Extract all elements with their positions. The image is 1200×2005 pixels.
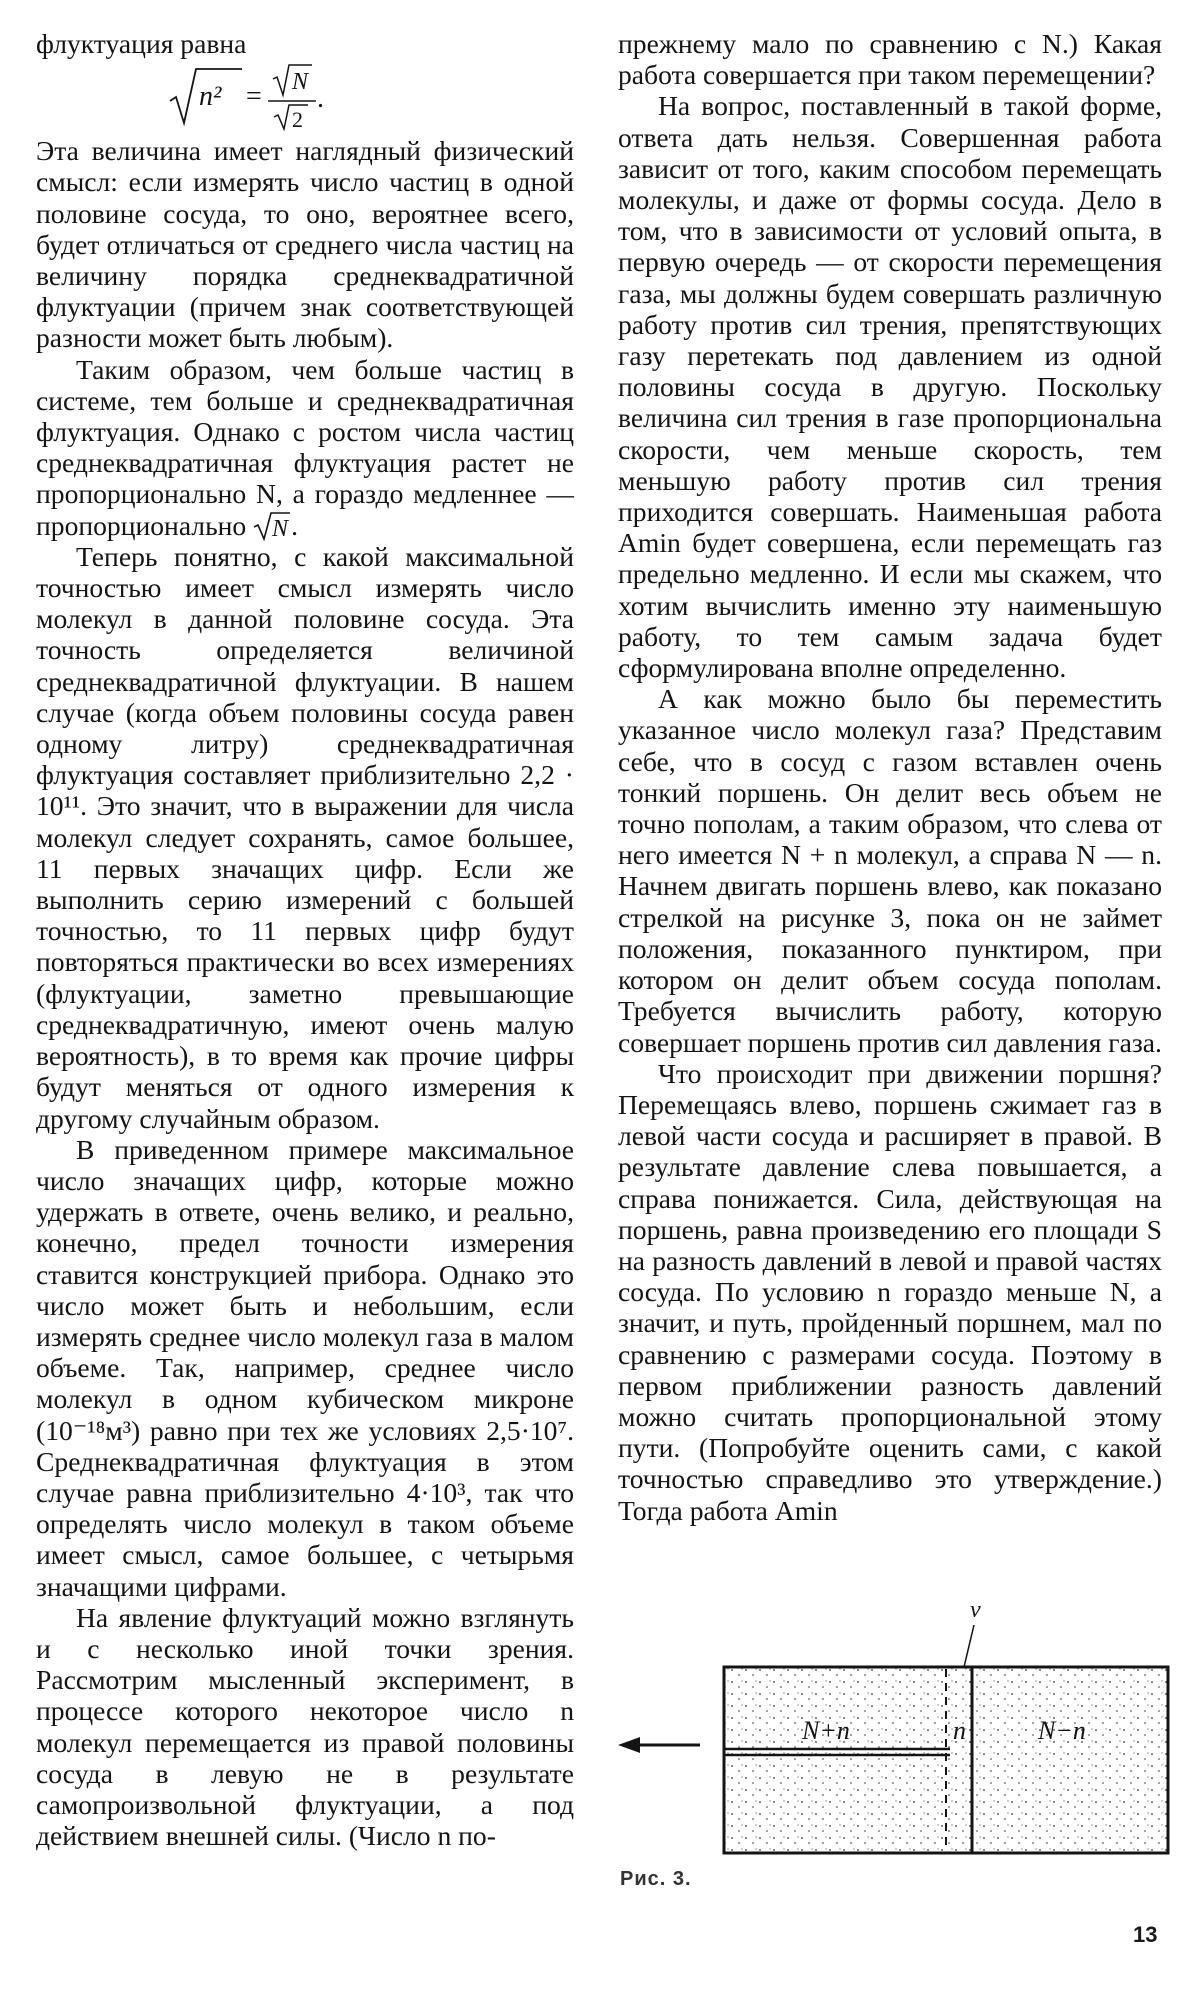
label-left-count: N+n (802, 1716, 850, 1745)
label-right-count: N−n (1038, 1716, 1086, 1745)
left-column (36, 28, 574, 1851)
sqrt-argument: N (272, 515, 289, 541)
arrow-head (618, 1737, 640, 1753)
velocity-pointer (964, 1625, 974, 1667)
sqrt-symbol (253, 511, 291, 541)
label-velocity: v (970, 1597, 981, 1623)
rms-fluctuation-formula (36, 61, 574, 131)
svg-text:.: . (317, 83, 324, 115)
figure-piston-diagram (618, 1595, 1178, 1895)
formula-denominator: 2 (292, 107, 303, 132)
paragraph (36, 354, 574, 541)
formula-lhs: n² (199, 81, 222, 113)
paragraph: Теперь понятно, с какой максимальной точностью имеет смысл измерять число молекул в данной половине сосуда. Эта точность определяется величиной среднеквадратичной флуктуации. В нашем случае (когда объем половины сосуда равен одному литру) среднеквадратичная флуктуация составляет приблизительно 2,2 · 10¹¹. Это значит, что в выражении для числа молекул следует сохранять, самое большее, 11 первых значащих цифр. Если же выполнить серию измерений с большей точностью, то 11 первых цифр будут повторяться практически во всех измерениях (флуктуации, заметно превышающие среднеквадратичную, имеют очень малую вероятность), в то время как прочие цифры будут меняться от одного измерения к другому случайным образом. (36, 540, 574, 1134)
paragraph-text: . (291, 509, 299, 541)
formula-numerator: N (292, 69, 309, 96)
label-middle-count: n (953, 1716, 966, 1745)
svg-text:=: = (246, 81, 262, 113)
paragraph: Что происходит при движении поршня? Перемещаясь влево, поршень сжимает газ в левой части сосуда и расширяет в правой. В результате давление слева повышается, а справа понижается. Сила, действующая на поршень, равна произведению его площади S на разность давлений в левой и правой частях сосуда. По условию n гораздо меньше N, а значит, и путь, пройденный поршнем, мал по сравнению с размерами сосуда. Поэтому в первом приближении разность давлений можно считать пропорциональной этому пути. (Попробуйте оценить сами, с какой точностью справедливо это утверждение.) Тогда работа Amin (618, 1057, 1162, 1526)
paragraph: На явление флуктуаций можно взглянуть и с несколько иной точки зрения. Рассмотрим мысленный эксперимент, в процессе которого некоторое число n молекул перемещается из правой половины сосуда в левую не в результате самопроизвольной флуктуации, а под действием внешней силы. (Число n по- (36, 1601, 574, 1852)
paragraph: прежнему мало по сравнению с N.) Какая работа совершается при таком перемещении? (618, 28, 1162, 91)
paragraph: На вопрос, поставленный в такой форме, ответа дать нельзя. Совершенная работа зависит от того, каким способом перемещать молекулы, и даже от формы сосуда. Дело в том, что в зависимости от условий опыта, в первую очередь — от скорости перемещения газа, мы должны будем совершать различную работу против сил трения, препятствующих газу перетекать под давлением из одной половины сосуда в другую. Поскольку величина сил трения в газе пропорциональна скорости, чем меньше скорость, тем меньшую работу против сил трения приходится совершать. Наименьшая работа Amin будет совершена, если перемещать газ предельно медленно. И если мы скажем, что хотим вычислить именно эту наименьшую работу, то тем самым задача будет сформулирована вполне определенно. (618, 90, 1162, 684)
right-column (618, 28, 1162, 1526)
paragraph-text: Таким образом, чем больше частиц в системе, тем больше и среднеквадратичная флуктуация. Однако с ростом числа частиц среднеквадратичная флуктуация растет не пропорционально N, а гораздо медленнее — пропорционально (36, 353, 574, 541)
paragraph: В приведенном примере максимальное число значащих цифр, которые можно удержать в ответе, очень велико, и реально, конечно, предел точности измерения ставится конструкцией прибора. Однако это число может быть и небольшим, если измерять среднее число молекул газа в малом объеме. Так, например, среднее число молекул в одном кубическом микроне (10⁻¹⁸м³) равно при тех же условиях 2,5·10⁷. Среднеквадратичная флуктуация в этом случае равна приблизительно 4·10³, так что определять число молекул в таком объеме имеет смысл, самое большее, с четырьмя значащими цифрами. (36, 1133, 574, 1602)
paragraph: флуктуация равна (36, 28, 247, 59)
paragraph: Эта величина имеет наглядный физический смысл: если измерять число частиц в одной половине сосуда, то оно, вероятнее всего, будет отличаться от среднего числа частиц на величину порядка среднеквадратичной флуктуации (причем знак соответствующей разности может быть любым). (36, 135, 574, 354)
page-number: 13 (1133, 1922, 1158, 1947)
figure-caption: Рис. 3. (620, 1868, 692, 1890)
paragraph: А как можно было бы переместить указанное число молекул газа? Представим себе, что в сосуд с газом вставлен очень тонкий поршень. Он делит весь объем не точно пополам, а таким образом, что слева от него имеется N + n молекул, а справа N — n. Начнем двигать поршень влево, как показано стрелкой на рисунке 3, пока он не займет положения, показанного пунктиром, при котором он делит объем сосуда пополам. Требуется вычислить работу, которую совершает поршень против сил давления газа. (618, 683, 1162, 1058)
